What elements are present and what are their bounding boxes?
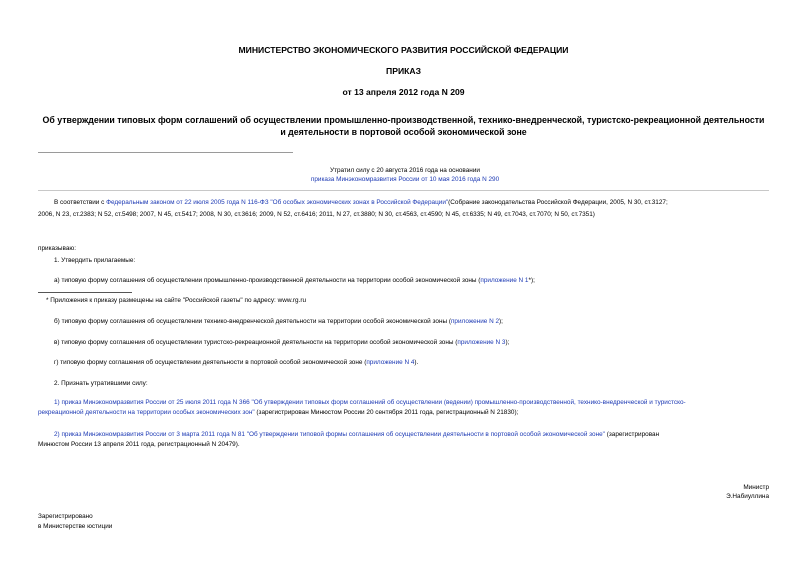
item2-p2-line1	[54, 430, 770, 440]
title-divider	[38, 152, 293, 153]
item1-c	[54, 338, 509, 348]
preamble-line2: 2006, N 23, ст.2383; N 52, ст.5498; 2007, N 45, ст.5417; 2008, N 30, ст.3616; 2009, N 52, ст.6416; 2011, N 27, ст.3880; N 30, ст.4563, ст.4590; N 45, ст.6335; N 49, ст.7043, ст.7070; N 50, ст.7351)	[38, 211, 595, 218]
signatory-position: Министр	[743, 484, 769, 491]
preamble-rest: (Собрание законодательства Российской Федерации, 2005, N 30, ст.3127;	[448, 199, 668, 206]
preamble-line1	[54, 198, 774, 208]
item2-p1-rest: (зарегистрирован Минюстом России 20 сентября 2011 года, регистрационный N 21830);	[254, 409, 519, 416]
ministry-name: МИНИСТЕРСТВО ЭКОНОМИЧЕСКОГО РАЗВИТИЯ РОССИЙСКОЙ ФЕДЕРАЦИИ	[238, 45, 569, 55]
item1-heading: 1. Утвердить прилагаемые:	[54, 257, 136, 264]
item1-d-text: г) типовую форму соглашения об осуществлении деятельности в портовой особой экономической зоне (	[54, 359, 367, 366]
federal-law-link[interactable]: Федеральным законом от 22 июля 2005 года N 116-ФЗ "Об особых экономических зонах в Российской Федерации"	[106, 199, 449, 206]
document-title-line1: Об утверждении типовых форм соглашений об осуществлении промышленно-производственной, технико-внедренческой, туристско-рекреационной деятельности	[42, 115, 765, 125]
registration-line2: в Министерстве юстиции	[38, 523, 113, 530]
item2-p1-line2	[38, 408, 518, 418]
status-repeal-link[interactable]: приказа Минэкономразвития России от 10 мая 2016 года N 290	[310, 176, 500, 183]
preamble-prefix: В соответствии с	[54, 199, 107, 206]
signatory-name: Э.Набиуллина	[726, 493, 769, 500]
document-title-line2: и деятельности в портовой особой экономической зоне	[280, 127, 527, 137]
appendix-4-link[interactable]: приложение N 4	[366, 359, 415, 366]
document-date-number: от 13 апреля 2012 года N 209	[342, 87, 465, 97]
item1-b-text: б) типовую форму соглашения об осуществлении технико-внедренческой деятельности на территории особой экономической зоны (	[54, 318, 451, 325]
item1-a-suffix: *);	[528, 277, 535, 284]
appendix-3-link[interactable]: приложение N 3	[457, 339, 506, 346]
appendix-2-link[interactable]: приложение N 2	[450, 318, 500, 325]
item1-d	[54, 358, 418, 368]
item1-d-suffix: ).	[414, 359, 419, 366]
item1-a	[54, 276, 535, 286]
registration-line1: Зарегистрировано	[38, 513, 93, 520]
footnote: * Приложения к приказу размещены на сайте "Российской газеты" по адресу: www.rg.ru	[46, 297, 307, 304]
appendix-1-link[interactable]: приложение N 1	[480, 277, 529, 284]
item2-p1-line1	[54, 398, 770, 408]
item2-p2-rest: (зарегистрирован	[604, 431, 660, 438]
repealed-order-81-link[interactable]: 2) приказ Минэкономразвития России от 3 марта 2011 года N 81 "Об утверждении типовой формы соглашения об осуществлении деятельности в портовой особой экономической зоне"	[54, 431, 605, 438]
repealed-order-366-link[interactable]: 1) приказ Минэкономразвития России от 25 июля 2011 года N 366 "Об утверждении типовых форм соглашений об осуществлении (ведении) промышленно-производственной, технико-внедренческой и туристско-	[54, 399, 686, 406]
item1-b-suffix: );	[499, 318, 503, 325]
status-note: Утратил силу с 20 августа 2016 года на основании	[330, 167, 480, 174]
order-word: приказываю:	[38, 245, 76, 252]
item1-c-suffix: );	[505, 339, 510, 346]
item2-heading: 2. Признать утратившими силу:	[54, 380, 148, 387]
status-link-wrap	[230, 175, 580, 185]
item1-a-text: а) типовую форму соглашения об осуществлении промышленно-производственной деятельности на территории особой экономической зоны (	[54, 277, 481, 284]
item1-c-text: в) типовую форму соглашения об осуществлении туристско-рекреационной деятельности на территории особой экономической зоны (	[54, 339, 458, 346]
item1-b	[54, 317, 503, 327]
footnote-divider	[38, 292, 132, 293]
repealed-order-366-link-cont[interactable]: рекреационной деятельности на территории особых экономических зон"	[38, 409, 255, 416]
item2-p2-line2: Минюстом России 13 апреля 2011 года, регистрационный N 20479).	[38, 441, 240, 448]
document-type: ПРИКАЗ	[386, 66, 421, 76]
status-divider	[38, 190, 769, 191]
